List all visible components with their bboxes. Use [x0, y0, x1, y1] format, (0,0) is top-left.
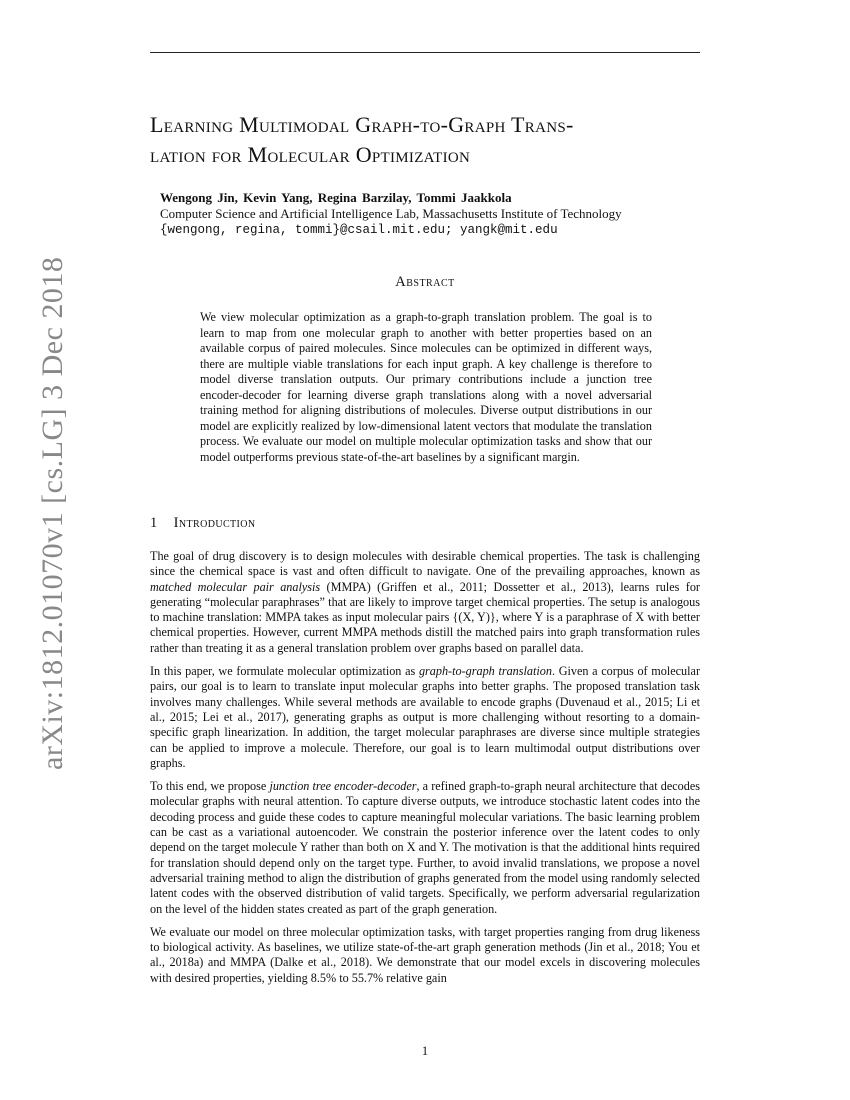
- top-rule: [150, 52, 700, 53]
- intro-paragraph-3: [150, 779, 700, 917]
- section-heading-introduction: [150, 515, 700, 532]
- author-block: [160, 190, 700, 238]
- abstract-text: We view molecular optimization as a graph-to-graph translation problem. The goal is to learn to map from one molecular graph to another with better properties based on an available corpus of paired molecules. Since molecules can be optimized in different ways, there are multiple viable translations for each input graph. A key challenge is therefore to model diverse translation outputs. Our primary contributions include a junction tree encoder-decoder for learning diverse graph translations along with a novel adversarial training method for aligning distributions of molecules. Diverse output distributions in our model are explicitly realized by low-dimensional latent vectors that modulate the translation process. We evaluate our model on multiple molecular optimization tasks and show that our model outperforms previous state-of-the-art baselines by a significant margin.: [200, 310, 652, 464]
- page-number: 1: [421, 1044, 429, 1058]
- intro-p2-text-a: In this paper, we formulate molecular optimization as: [150, 664, 419, 679]
- section-title: Introduction: [173, 515, 256, 531]
- intro-p2-emphasis: graph-to-graph translation: [418, 664, 552, 679]
- intro-paragraph-2: [150, 664, 700, 771]
- intro-p1-text-b: (MMPA) (Griffen et al., 2011; Dossetter et al., 2013), learns rules for generating “molecular paraphrases” that are likely to improve target chemical properties. The setup is analogous to machine translation: MMPA takes as input molecular pairs {(X, Y)}, where Y is a paraphrase of X with better chemical properties. However, current MMPA methods distill the matched pairs into graph transformation rules rather than treating it as a general translation problem over graphs based on parallel data.: [150, 579, 700, 655]
- intro-p1-emphasis: matched molecular pair analysis: [150, 579, 321, 594]
- intro-paragraph-4: We evaluate our model on three molecular optimization tasks, with target properties ranging from drug likeness to biological activity. As baselines, we utilize state-of-the-art graph generation methods (Jin et al., 2018; You et al., 2018a) and MMPA (Dalke et al., 2018). We demonstrate that our model excels in discovering molecules with desired properties, yielding 8.5% to 55.7% relative gain: [150, 924, 700, 985]
- intro-p3-emphasis: junction tree encoder-decoder: [269, 779, 417, 794]
- introduction-body: [150, 549, 700, 994]
- author-affiliation: Computer Science and Artificial Intelligence Lab, Massachusetts Institute of Technology: [160, 206, 622, 221]
- section-number: 1: [150, 515, 158, 531]
- author-names: Wengong Jin, Kevin Yang, Regina Barzilay, Tommi Jaakkola: [160, 190, 512, 205]
- abstract-heading: Abstract: [395, 274, 455, 290]
- paper-title-line-2: lation for Molecular Optimization: [150, 142, 471, 167]
- intro-p2-text-b: . Given a corpus of molecular pairs, our goal is to learn to translate input molecular graphs into better graphs. The proposed translation task involves many challenges. While several methods are available to encode graphs (Duvenaud et al., 2015; Li et al., 2015; Lei et al., 2017), generating graphs as output is more challenging without resorting to a domain-specific graph linearization. In addition, the target molecular paraphrases are diverse since multiple strategies can be applied to improve a molecule. Therefore, our goal is to learn multimodal output distributions over graphs.: [150, 664, 701, 770]
- intro-p3-text-a: To this end, we propose: [150, 779, 270, 794]
- intro-p3-text-b: , a refined graph-to-graph neural architecture that decodes molecular graphs with neural attention. To capture diverse outputs, we introduce stochastic latent codes into the decoding process and guide these codes to capture meaningful molecular variations. The basic learning problem can be cast as a variational autoencoder. We constrain the posterior inference over the latent codes to only depend on the target molecule Y rather than both on X and Y. The motivation is that the additional hints required for translation should depend only on the target type. Further, to avoid invalid translations, we propose a novel adversarial training method to align the distribution of graphs generated from the model using randomly selected latent codes with the observed distribution of valid targets. Specifically, we perform adversarial regularization on the level of the hidden states created as part of the graph generation.: [150, 779, 700, 916]
- paper-title: [150, 110, 710, 170]
- paper-title-line-1: Learning Multimodal Graph-to-Graph Trans-: [150, 112, 574, 137]
- arxiv-identifier: arXiv:1812.01070v1 [cs.LG] 3 Dec 2018: [36, 256, 69, 770]
- author-emails: {wengong, regina, tommi}@csail.mit.edu; yangk@mit.edu: [160, 223, 558, 237]
- intro-paragraph-1: [150, 549, 700, 656]
- intro-p1-text-a: The goal of drug discovery is to design molecules with desirable chemical properties. The task is challenging since the chemical space is vast and often difficult to navigate. One of the prevailing approaches, known as: [150, 549, 700, 579]
